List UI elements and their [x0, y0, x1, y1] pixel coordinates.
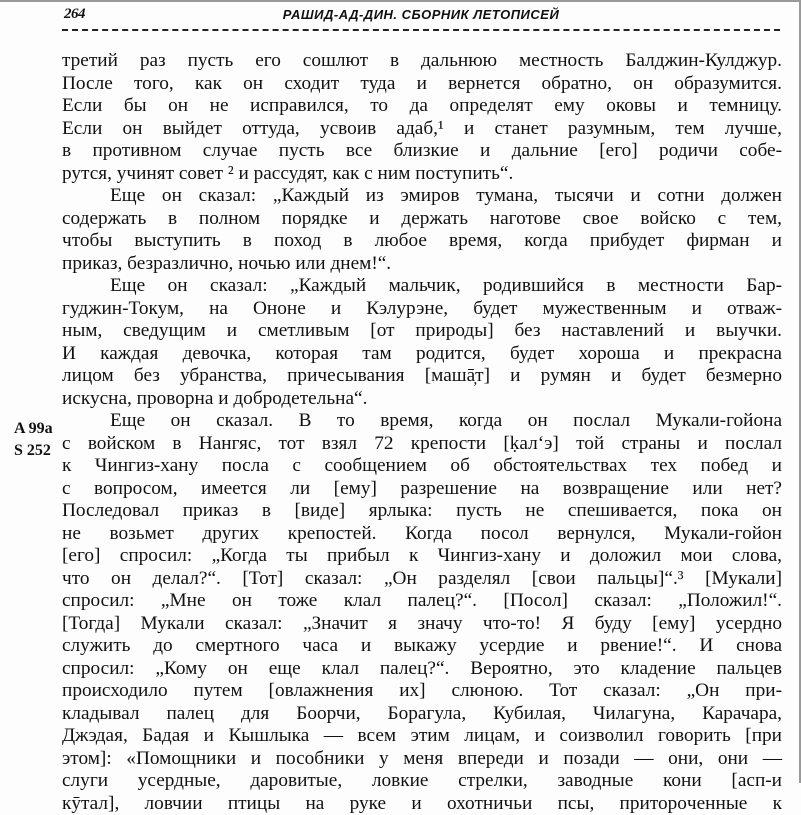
text-line: И каждая девочка, которая там родится, будет хороша и прекрасна [62, 343, 782, 366]
text-line: слуги усердные, даровитые, ловкие стрелки, заводные кони [асп-и [62, 770, 782, 793]
text-line: кӯтал], ловчии птицы на руке и охотничьи псы, приторoченные к [62, 793, 782, 815]
text-line: с вопросом, имеется ли [ему] разрешение на возвращение или нет? [62, 478, 782, 501]
paragraph-start: Еще он сказал: „Каждый мальчик, родившийся в местности Бар- [62, 275, 782, 298]
text-line: что он делал?“. [Тот] сказал: „Он разделял [свои пальцы]“.³ [Мукали] [62, 568, 782, 591]
text-line: Джэдая, Бадая и Кышлыка — всем этим лицам, и соизволил говорить [при [62, 725, 782, 748]
text-line: Если бы он не исправился, то да определят ему оковы и темницу. [62, 95, 782, 118]
text-line: После того, как он сходит туда и вернется обратно, он образумится. [62, 73, 782, 96]
text-line: с войском в Нангяс, тот взял 72 крепости [ḳал‘э] той страны и послал [62, 433, 782, 456]
text-line: спросил: „Мне он тоже клал палец?“. [Посол] сказал: „Положил!“. [62, 590, 782, 613]
text-line: спросил: „Кому он еще клал палец?“. Вероятно, это кладение пальцев [62, 658, 782, 681]
scan-border-top [0, 0, 801, 2]
text-line: происходило путем [овлажнения их] слюною. Тот сказал: „Он при- [62, 680, 782, 703]
text-line: Если он выйдет оттуда, усвоив адаб,¹ и станет разумным, тем лучше, [62, 118, 782, 141]
text-line: [его] спросил: „Когда ты прибыл к Чингиз-хану и доложил мои слова, [62, 545, 782, 568]
text-line: гуджин-Токум, на Ононе и Кэлурэне, будет мужественным и отваж- [62, 298, 782, 321]
running-head [62, 4, 780, 28]
text-line: приказ, безразлично, ночью или днем!“. [62, 253, 782, 276]
text-line: кладывал палец для Боорчи, Борагула, Кубилая, Чилагуна, Карачара, [62, 703, 782, 726]
paragraph-start: Еще он сказал. В то время, когда он послал Мукали-гойона [62, 410, 782, 433]
margin-note-a99a: A 99a [14, 418, 53, 440]
running-title: РАШИД-АД-ДИН. СБОРНИК ЛЕТОПИСЕЙ [62, 7, 780, 22]
text-line: Последовал приказ в [виде] ярлыка: пусть не спешивается, пока он [62, 500, 782, 523]
text-line: к Чингиз-хану посла с сообщением об обстоятельствах тех побед и [62, 455, 782, 478]
text-line: служить до смертного часа и выкажу усердие и рвение!“. И снова [62, 635, 782, 658]
paragraph-start: Еще он сказал: „Каждый из эмиров тумана, тысячи и сотни должен [62, 185, 782, 208]
text-line: лицом без убранства, причесывания [машā̦т] и румян и будет безмерно [62, 365, 782, 388]
text-line: чтобы выступить в поход в любое время, когда прибудет фирман и [62, 230, 782, 253]
page-number: 264 [64, 6, 85, 23]
text-line: ным, сведущим и сметливым [от природы] без наставлений и выучки. [62, 320, 782, 343]
body-text [62, 50, 782, 815]
text-line: содержать в полном порядке и держать наготове свое войско с тем, [62, 208, 782, 231]
text-line: в противном случае пусть все близкие и дальние [его] родичи собе- [62, 140, 782, 163]
margin-note-s252: S 252 [14, 440, 53, 462]
text-line: этом]: «Помощники и пособники у меня впереди и позади — они, они — [62, 748, 782, 771]
text-line: третий раз пусть его сошлют в дальнюю местность Балджин-Кулджур. [62, 50, 782, 73]
text-line: не возьмет других крепостей. Когда посол вернулся, Мукали-гойон [62, 523, 782, 546]
text-line: искусна, проворна и добродетельна“. [62, 388, 782, 411]
margin-notes [14, 418, 53, 462]
text-line: [Тогда] Мукали сказал: „Значит я значу что-то! Я буду [ему] усердно [62, 613, 782, 636]
header-rule [62, 29, 780, 31]
text-line: рутся, учинят совет ² и рассудят, как с ним поступить“. [62, 163, 782, 186]
